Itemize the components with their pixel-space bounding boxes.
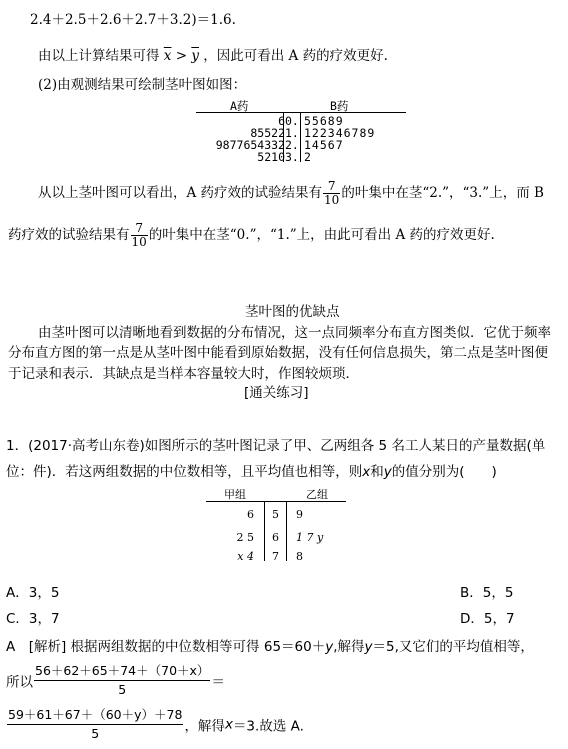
option-a: A．3，5 xyxy=(6,585,60,601)
analysis-text-end: 的叶集中在茎“2.”，“3.”上，而 B xyxy=(341,185,544,201)
conclusion-text: 由以上计算结果可得 xyxy=(38,48,160,64)
left-leaves: 6 xyxy=(278,114,285,128)
equals-sign: ＝ xyxy=(211,674,225,691)
right-leaves: 9 xyxy=(296,508,303,521)
and-text: 和 xyxy=(370,464,384,480)
denominator: 10 xyxy=(131,235,147,249)
mean-x: $\overline{x}$ xyxy=(163,48,172,64)
left-leaves: 85522 xyxy=(250,126,285,140)
text-line-pros-1: 由茎叶图可以清晰地看到数据的分布情况，这一点同频率分布直方图类似．它优于频率 xyxy=(38,325,551,341)
denominator: 5 xyxy=(91,726,100,741)
text-line-pros-3: 于记录和表示．其缺点是当样本容量较大时，作图较烦琐． xyxy=(8,366,359,382)
fraction-seven-tenths xyxy=(323,180,340,207)
numerator: 7 xyxy=(323,180,340,194)
answer-text: ，解得 xyxy=(184,718,225,735)
text-line-stem-intro: (2)由观测结果可绘制茎叶图如图： xyxy=(38,77,247,93)
right-leaves: 2 xyxy=(304,150,312,164)
answer-line-3 xyxy=(6,706,304,743)
table-top-rule xyxy=(196,112,406,113)
right-leaves: 14567 xyxy=(304,138,344,152)
left-leaves: 6 xyxy=(247,508,254,521)
answer-text-mid: ,解得 xyxy=(333,639,365,655)
table-row xyxy=(206,531,346,545)
stem-value: 2. xyxy=(285,138,299,152)
greater-than: > xyxy=(175,48,188,64)
option-b: B．5，5 xyxy=(460,585,514,601)
stem-value: 3. xyxy=(285,150,299,164)
problem-line-2 xyxy=(6,460,497,480)
var-y: y xyxy=(383,464,392,480)
header-b: B药 xyxy=(330,99,349,113)
problem-text-end: 的值分别为( ) xyxy=(391,464,497,480)
left-leaves: 2 5 xyxy=(236,531,254,544)
header-jia: 甲组 xyxy=(224,488,246,501)
table-row xyxy=(206,508,346,522)
var-x: x xyxy=(224,716,233,733)
table-row xyxy=(196,138,406,150)
mean-y: $\overline{y}$ xyxy=(191,48,199,64)
problem-text: 位：件)．若这两组数据的中位数相等，且平均值也相等，则 xyxy=(6,464,363,480)
analysis-text: 药疗效的试验结果有 xyxy=(8,227,130,243)
conclusion-text-end: ，因此可看出 A 药的疗效更好. xyxy=(203,48,388,64)
numerator: 7 xyxy=(131,222,148,236)
numerator: 56＋62＋65＋74＋（70＋x） xyxy=(34,662,210,681)
answer-line-2 xyxy=(6,662,225,699)
right-leaves: 8 xyxy=(296,550,303,563)
left-leaves: x 4 xyxy=(237,550,254,563)
problem-line-1: 1．(2017·高考山东卷)如图所示的茎叶图记录了甲、乙两组各 5 名工人某日的产量数据(单 xyxy=(6,438,546,454)
table-top-rule xyxy=(206,501,346,502)
analysis-text: 从以上茎叶图可以看出，A 药疗效的试验结果有 xyxy=(38,185,323,201)
numerator: 59＋61＋67＋（60＋y）＋78 xyxy=(7,706,183,725)
text-line-analysis-2 xyxy=(8,222,495,249)
table-row xyxy=(196,126,406,138)
table-row xyxy=(196,150,406,162)
section-heading: 茎叶图的优缺点 xyxy=(245,304,340,320)
denominator: 10 xyxy=(324,193,340,207)
var-y: y xyxy=(325,639,334,655)
practice-heading: [通关练习] xyxy=(244,385,309,401)
answer-text: A [解析] 根据两组数据的中位数相等可得 65＝60＋ xyxy=(6,639,326,655)
stem-value: 0. xyxy=(285,114,299,128)
answer-text-end: ＝3.故选 A. xyxy=(232,718,304,735)
table-row xyxy=(196,114,406,126)
answer-line-1 xyxy=(6,635,534,655)
stem-value: 5 xyxy=(272,508,279,521)
text-line-pros-2: 分布直方图的第一点是从茎叶图中能看到原始数据，没有任何信息损失，第二点是茎叶图便 xyxy=(8,345,548,361)
text-line-calc: 2.4＋2.5＋2.6＋2.7＋3.2)＝1.6. xyxy=(30,12,236,28)
answer-text: 所以 xyxy=(6,674,33,691)
denominator: 5 xyxy=(118,682,127,697)
fraction-mean-jia xyxy=(34,662,210,699)
table-row xyxy=(206,550,346,564)
stem-value: 7 xyxy=(272,550,279,563)
stem-value: 6 xyxy=(272,531,279,544)
right-leaves: 55689 xyxy=(304,114,344,128)
option-d: D．5，7 xyxy=(460,611,515,627)
fraction-mean-yi xyxy=(7,706,183,743)
header-a: A药 xyxy=(230,99,249,113)
fraction-seven-tenths xyxy=(131,222,148,249)
left-leaves: 9877654332 xyxy=(215,138,285,152)
left-leaves: 5210 xyxy=(257,150,285,164)
right-leaves: 1 7 y xyxy=(296,531,324,544)
text-line-conclusion-1 xyxy=(38,44,388,64)
header-yi: 乙组 xyxy=(306,488,328,501)
option-c: C．3，7 xyxy=(6,611,60,627)
text-line-analysis-1 xyxy=(38,180,544,207)
right-leaves: 122346789 xyxy=(304,126,376,140)
answer-text-end: ＝5,又它们的平均值相等， xyxy=(372,639,534,655)
analysis-text-end: 的叶集中在茎“0.”，“1.”上，由此可看出 A 药的疗效更好. xyxy=(148,227,495,243)
var-x: x xyxy=(362,464,371,480)
var-y: y xyxy=(364,639,373,655)
stem-value: 1. xyxy=(285,126,299,140)
